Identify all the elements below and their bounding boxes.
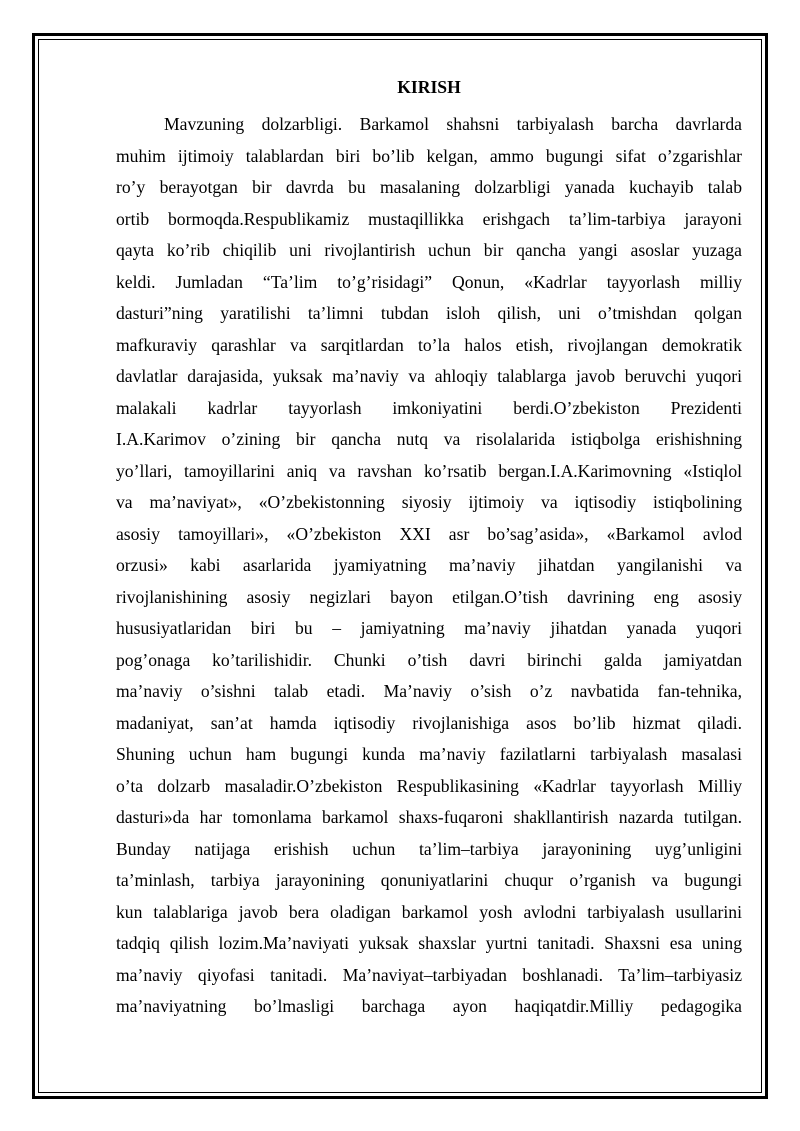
text-line: qayta ko’rib chiqilib uni rivojlantirish uchun bir qancha yangi asoslar yuzaga [116,240,742,260]
text-line: orzusi» kabi asarlarida jyamiyatning ma’naviy jihatdan yangilanishi va [116,555,742,575]
text-line: asosiy tamoyillari», «O’zbekiston XXI asr bo’sag’asida», «Barkamol avlod [116,523,742,544]
text-line: muhim ijtimoiy talablardan biri bo’lib kelgan, ammo bugungi sifat o’zgarishlar [116,145,742,166]
text-line: davlatlar darajasida, yuksak ma’naviy va ahloqiy talablarga javob beruvchi yuqori [116,366,742,386]
document-title: KIRISH [397,77,461,97]
text-line: ortib bormoqda.Respublikamiz mustaqillikka erishgach ta’lim-tarbiya jarayoni [116,208,742,229]
text-line: ma’naviyatning bo’lmasligi barchaga ayon haqiqatdir.Milliy pedagogika [116,996,742,1016]
text-line: I.A.Karimov o’zining bir qancha nutq va risolalarida istiqbolga erishishning [116,429,742,449]
text-line: rivojlanishining asosiy negizlari bayon etilgan.O’tish davrining eng asosiy [116,586,742,607]
text-line: mafkuraviy qarashlar va sarqitlardan to’la halos etish, rivojlangan demokratik [116,334,742,355]
text-line: Shuning uchun ham bugungi kunda ma’naviy fazilatlarni tarbiyalash masalasi [116,744,742,764]
text-line: ma’naviy o’sishni talab etadi. Ma’naviy o’sish o’z navbatida fan-tehnika, [116,681,742,701]
document-body [116,76,742,1023]
text-line: malakali kadrlar tayyorlash imkoniyatini berdi.O’zbekiston Prezidenti [116,397,742,418]
text-line: hususiyatlaridan biri bu – jamiyatning ma’naviy jihatdan yanada yuqori [116,618,742,638]
text-line: dasturi»da har tomonlama barkamol shaxs-fuqaroni shakllantirish nazarda tutilgan. [116,807,742,827]
text-line: ta’minlash, tarbiya jarayonining qonuniyatlarini chuqur o’rganish va bugungi [116,870,742,890]
text-line: va ma’naviyat», «O’zbekistonning siyosiy ijtimoiy va iqtisodiy istiqbolining [116,492,742,512]
text-line: ro’y berayotgan bir davrda bu masalaning dolzarbligi yanada kuchayib talab [116,177,742,197]
text-line: pog’onaga ko’tarilishidir. Chunki o’tish davri birinchi galda jamiyatdan [116,649,742,670]
text-line: Bunday natijaga erishish uchun ta’lim–tarbiya jarayonining uyg’unligini [116,838,742,859]
text-line: yo’llari, tamoyillarini aniq va ravshan ko’rsatib bergan.I.A.Karimovning «Istiqlol [116,460,742,481]
text-line: madaniyat, san’at hamda iqtisodiy rivojlanishiga asos bo’lib hizmat qiladi. [116,712,742,733]
text-line: tadqiq qilish lozim.Ma’naviyati yuksak shaxslar yurtni tanitadi. Shaxsni esa uning [116,933,742,953]
introduction-paragraph [116,109,742,1023]
text-line: dasturi”ning yaratilishi ta’limni tubdan isloh qilish, uni o’tmishdan qolgan [116,303,742,323]
text-line: Mavzuning dolzarbligi. Barkamol shahsni tarbiyalash barcha davrlarda [164,114,742,134]
text-line: ma’naviy qiyofasi tanitadi. Ma’naviyat–tarbiyadan boshlanadi. Ta’lim–tarbiyasiz [116,964,742,985]
text-line: keldi. Jumladan “Ta’lim to’g’risidagi” Qonun, «Kadrlar tayyorlash milliy [116,271,742,292]
text-line: o’ta dolzarb masaladir.O’zbekiston Respublikasining «Kadrlar tayyorlash Milliy [116,775,742,796]
text-line: kun talablariga javob bera oladigan barkamol yosh avlodni tarbiyalash usullarini [116,901,742,922]
